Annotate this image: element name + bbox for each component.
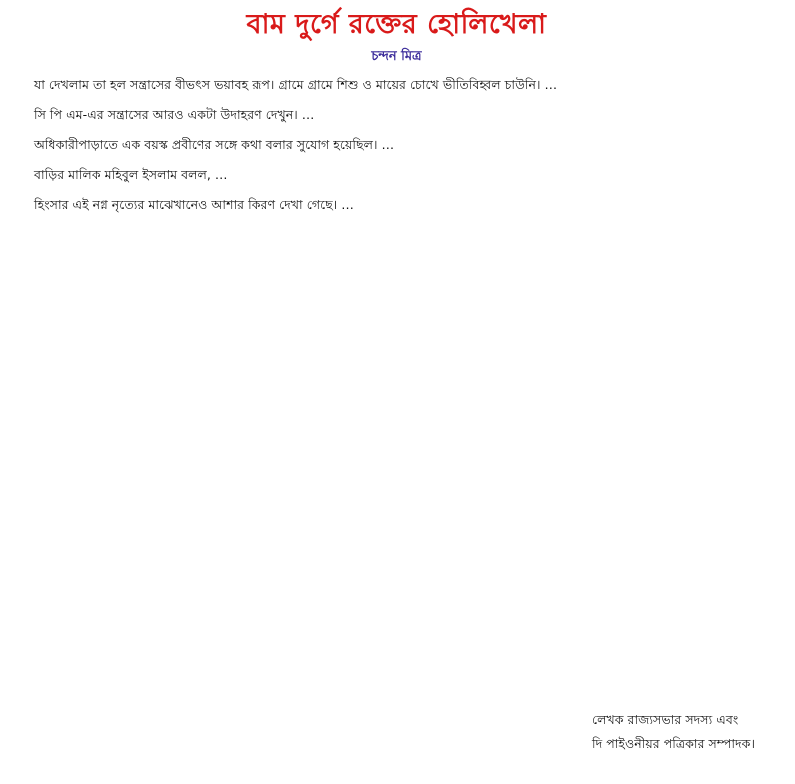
article-body	[6, 74, 787, 216]
paragraph-5: হিংসার এই নগ্ন নৃত্যের মাঝেখানেও আশার কিরণ দেখা গেছে। …	[34, 197, 354, 212]
paragraph-3: অধিকারীপাড়াতে এক বয়স্ক প্রবীণের সঙ্গে কথা বলার সুযোগ হয়েছিল। …	[34, 137, 395, 152]
paragraph-1: যা দেখলাম তা হল সন্ত্রাসের বীভৎস ভয়াবহ রূপ। গ্রামে গ্রামে শিশু ও মায়ের চোখে ভীতিবিহ্বল চাউনি। …	[34, 77, 558, 92]
signoff-line-1: লেখক রাজ্যসভার সদস্য এবং	[591, 712, 739, 727]
signoff-line-2: দি পাইওনীয়র পত্রিকার সম্পাদক।	[591, 736, 755, 751]
author-signoff	[592, 708, 755, 756]
author-byline: চন্দন মিত্র	[371, 49, 422, 64]
article-title: বাম দুর্গে রক্তের হোলিখেলা	[246, 9, 547, 40]
paragraph-2: সি পি এম-এর সন্ত্রাসের আরও একটা উদাহরণ দেখুন। …	[34, 107, 315, 122]
paragraph-4: বাড়ির মালিক মহিবুল ইসলাম বলল, …	[34, 167, 228, 182]
